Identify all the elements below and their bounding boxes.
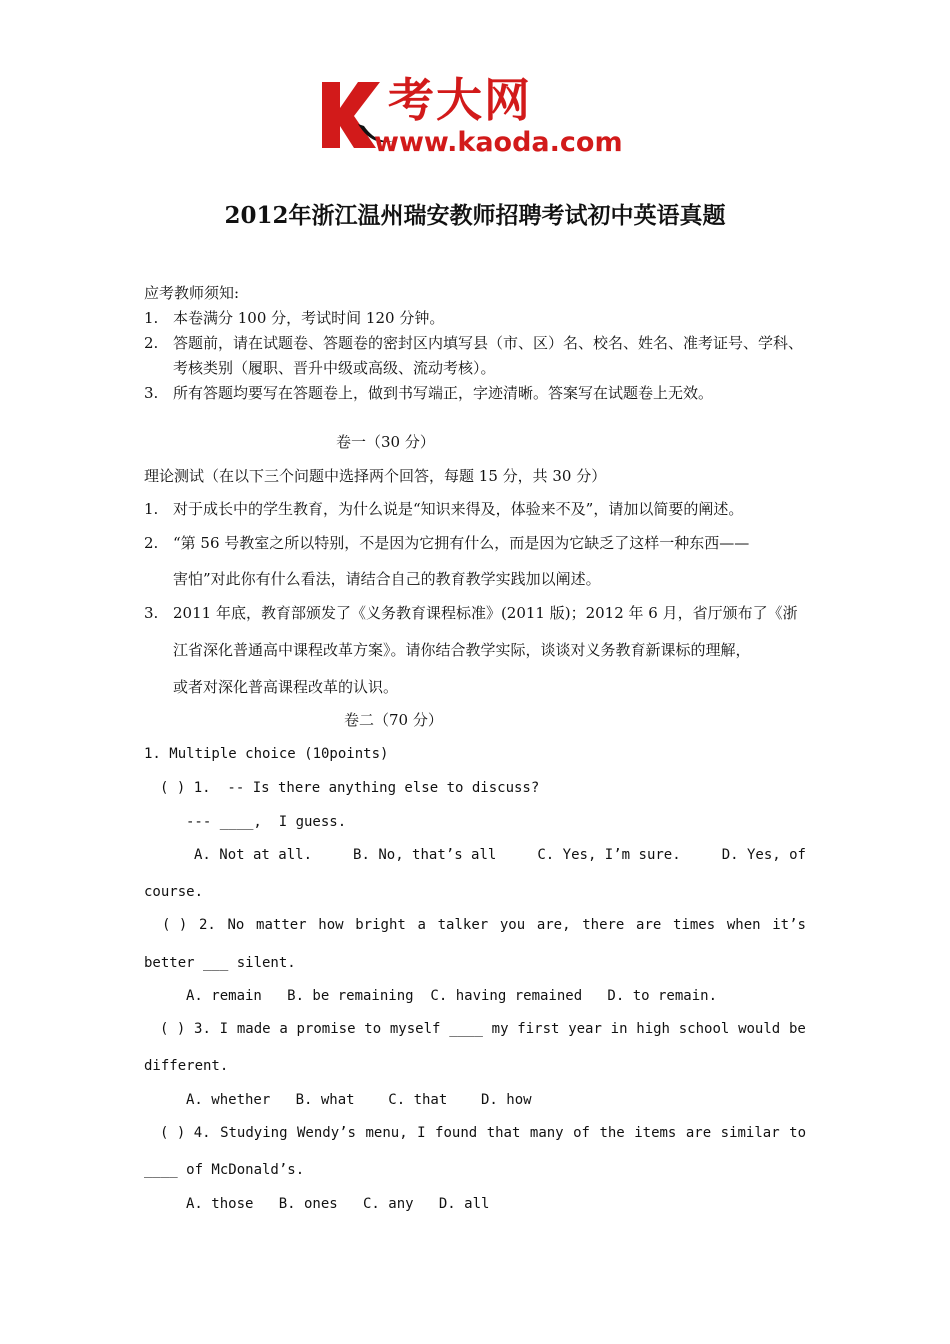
notice-item-continuation: 考核类别（履职、晋升中级或高级、流动考核）。 xyxy=(173,359,496,377)
section-heading: 1. Multiple choice (10points) xyxy=(144,746,389,762)
notice-item-text: 答题前，请在试题卷、答题卷的密封区内填写县（市、区）名、校名、姓名、准考证号、学科、 xyxy=(173,334,804,352)
notice-item-text: 本卷满分 100 分，考试时间 120 分钟。 xyxy=(173,309,445,327)
question-num: 3. xyxy=(144,604,159,622)
option-b: B. No, that’s all xyxy=(353,847,497,863)
notice-item-num: 3. xyxy=(144,384,159,402)
question-num: 2. xyxy=(144,534,159,552)
mc-question-reply: --- ____, I guess. xyxy=(186,814,347,830)
page-title: 2012年浙江温州瑞安教师招聘考试初中英语真题 xyxy=(224,202,726,229)
mc-question-stem: ( ) 1. -- Is there anything else to discuss? xyxy=(160,780,540,796)
mc-options xyxy=(194,844,806,866)
mc-options: A. those B. ones C. any D. all xyxy=(186,1196,490,1212)
part2-heading: 卷二（70 分） xyxy=(344,711,443,729)
notice-item-num: 2. xyxy=(144,334,159,352)
notice-item-text: 所有答题均要写在答题卷上，做到书写端正，字迹清晰。答案写在试题卷上无效。 xyxy=(173,384,714,402)
site-logo xyxy=(318,73,638,160)
part1-heading: 卷一（30 分） xyxy=(336,433,435,451)
question-text: 2011 年底，教育部颁发了《义务教育课程标准》(2011 版)；2012 年 6 月，省厅颁布了《浙 xyxy=(173,604,798,622)
mc-options: A. remain B. be remaining C. having remained D. to remain. xyxy=(186,988,718,1004)
question-text: “第 56 号教室之所以特别，不是因为它拥有什么，而是因为它缺乏了这样一种东西—— xyxy=(173,534,750,552)
mc-question-stem: ( ) 3. I made a promise to myself ____ my first year in high school would be xyxy=(160,1021,806,1037)
option-c: C. Yes, I’m sure. xyxy=(537,847,681,863)
question-text: 对于成长中的学生教育，为什么说是“知识来得及，体验来不及”，请加以简要的阐述。 xyxy=(173,500,744,518)
mc-options: A. whether B. what C. that D. how xyxy=(186,1092,532,1108)
logo-url-text: www.kaoda.com xyxy=(374,127,623,158)
question-continuation: 或者对深化普高课程改革的认识。 xyxy=(173,678,399,696)
logo-chinese-text: 考大网 xyxy=(388,73,532,127)
notice-heading: 应考教师须知: xyxy=(144,284,240,302)
mc-question-continuation: different. xyxy=(144,1058,229,1074)
mc-question-stem: ( ) 2. No matter how bright a talker you are, there are times when it’s xyxy=(162,917,806,933)
mc-question-stem: ( ) 4. Studying Wendy’s menu, I found that many of the items are similar to xyxy=(160,1125,806,1141)
mc-question-continuation: better ___ silent. xyxy=(144,955,296,971)
option-a: A. Not at all. xyxy=(194,847,313,863)
question-num: 1. xyxy=(144,500,159,518)
question-continuation: 江省深化普通高中课程改革方案》。请你结合教学实际，谈谈对义务教育新课标的理解， xyxy=(173,641,751,659)
option-d: D. Yes, of xyxy=(721,847,806,863)
part1-intro: 理论测试（在以下三个问题中选择两个回答，每题 15 分，共 30 分） xyxy=(144,467,607,485)
notice-item-num: 1. xyxy=(144,309,159,327)
question-continuation: 害怕”对此你有什么看法，请结合自己的教育教学实践加以阐述。 xyxy=(173,570,601,588)
mc-question-continuation: course. xyxy=(144,884,204,900)
mc-question-continuation: ____ of McDonald’s. xyxy=(144,1162,305,1178)
